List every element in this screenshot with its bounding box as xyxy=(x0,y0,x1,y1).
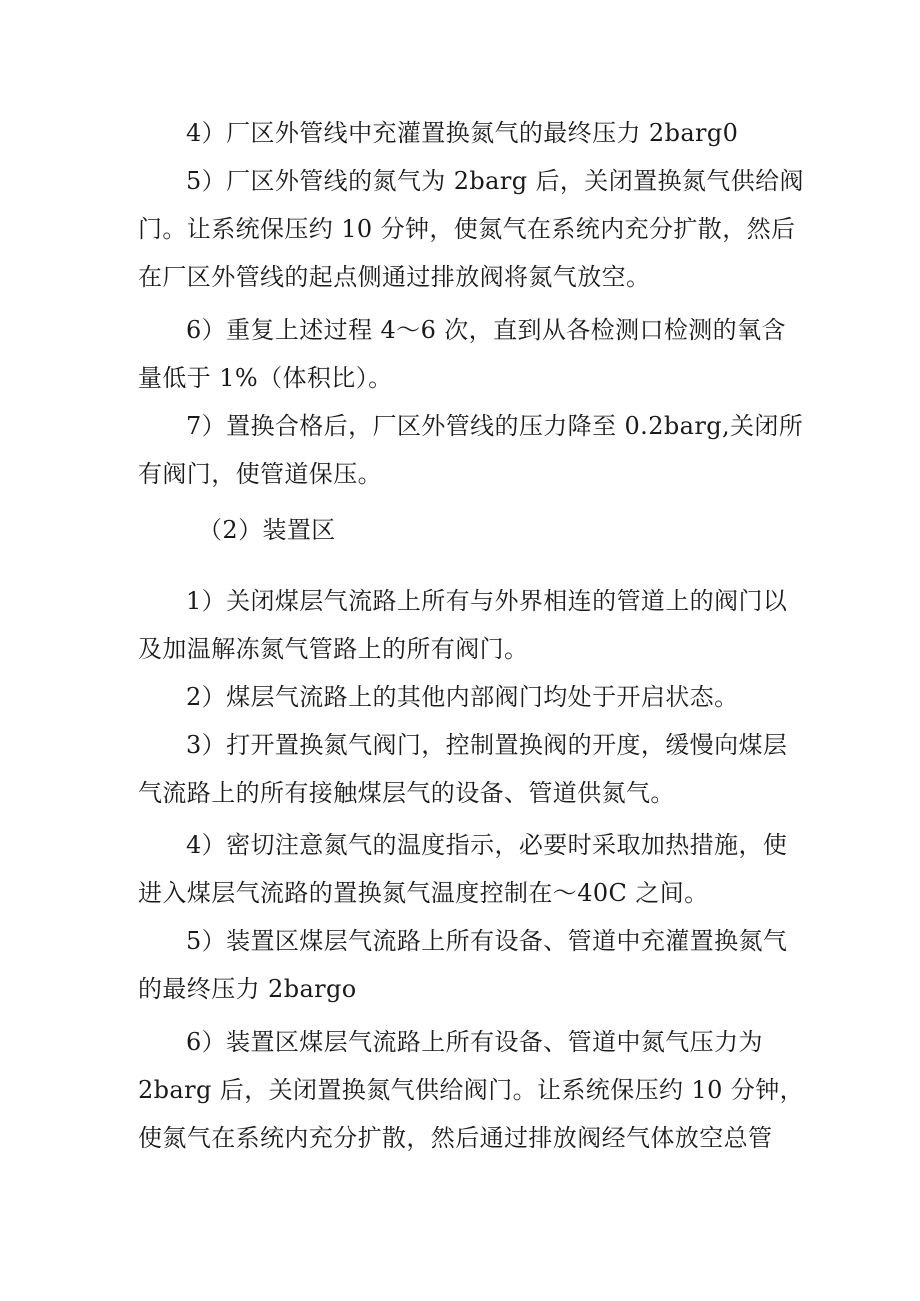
step-5-line-2: 门。让系统保压约 10 分钟，使氮气在系统内充分扩散，然后 xyxy=(138,215,796,243)
device-step-3-line-2: 气流路上的所有接触煤层气的设备、管道供氮气。 xyxy=(138,779,675,807)
device-step-1-line-1: 1）关闭煤层气流路上所有与外界相连的管道上的阀门以 xyxy=(186,587,788,615)
step-6-line-2: 量低于 1%（体积比）。 xyxy=(138,364,393,392)
step-5-line-1: 5）厂区外管线的氮气为 2barg 后，关闭置换氮气供给阀 xyxy=(186,167,804,195)
device-step-2-line: 2）煤层气流路上的其他内部阀门均处于开启状态。 xyxy=(186,683,739,711)
device-step-6-line-2: 2barg 后，关闭置换氮气供给阀门。让系统保压约 10 分钟， xyxy=(138,1076,805,1104)
section-heading-device-area: （2）装置区 xyxy=(198,516,336,544)
device-step-4-line-1: 4）密切注意氮气的温度指示，必要时采取加热措施，使 xyxy=(186,831,788,859)
device-step-5-line-2: 的最终压力 2bargo xyxy=(138,975,357,1003)
device-step-4-line-2: 进入煤层气流路的置换氮气温度控制在～40C 之间。 xyxy=(138,879,709,907)
device-step-5-line-1: 5）装置区煤层气流路上所有设备、管道中充灌置换氮气 xyxy=(186,927,788,955)
device-step-6-line-1: 6）装置区煤层气流路上所有设备、管道中氮气压力为 xyxy=(186,1028,763,1056)
device-step-6-line-3: 使氮气在系统内充分扩散，然后通过排放阀经气体放空总管 xyxy=(138,1124,773,1152)
step-7-line-1: 7）置换合格后，厂区外管线的压力降至 0.2barg,关闭所 xyxy=(186,412,804,440)
step-5-line-3: 在厂区外管线的起点侧通过排放阀将氮气放空。 xyxy=(138,263,651,291)
step-4-pressure-line: 4）厂区外管线中充灌置换氮气的最终压力 2barg0 xyxy=(186,119,739,147)
device-step-3-line-1: 3）打开置换氮气阀门，控制置换阀的开度，缓慢向煤层 xyxy=(186,731,788,759)
device-step-1-line-2: 及加温解冻氮气管路上的所有阀门。 xyxy=(138,635,529,663)
step-6-line-1: 6）重复上述过程 4～6 次，直到从各检测口检测的氧含 xyxy=(186,316,786,344)
step-7-line-2: 有阀门，使管道保压。 xyxy=(138,460,382,488)
